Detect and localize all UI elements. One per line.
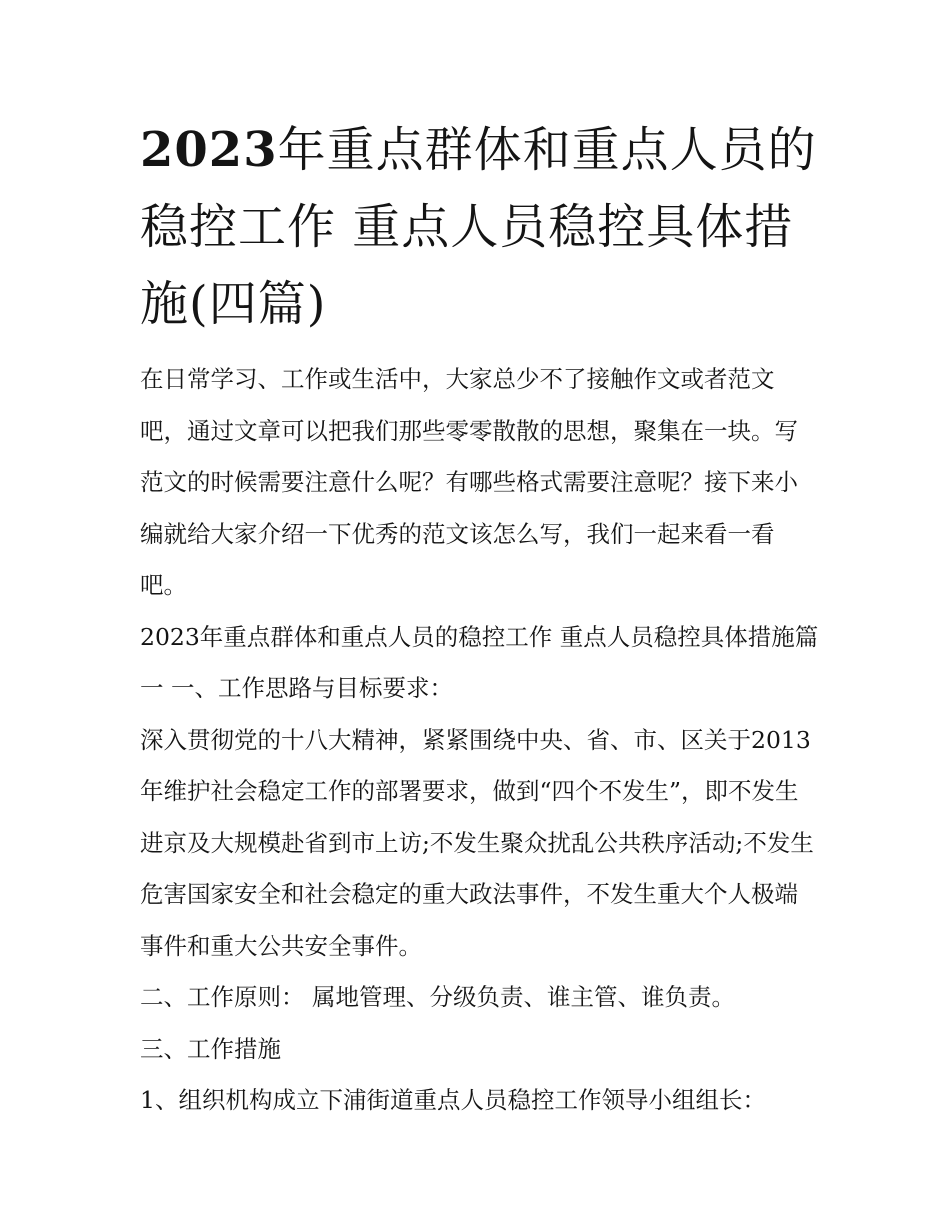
title-text: 年重点群体和重点人员的稳控工作 重点人员稳控具体措施(四篇) xyxy=(140,122,817,332)
intro-paragraph: 在日常学习、工作或生活中，大家总少不了接触作文或者范文吧，通过文章可以把我们那些零零散散的思想，聚集在一块。写范文的时候需要注意什么呢？有哪些格式需要注意呢？接下来小编就给大家介绍一下优秀的范文该怎么写，我们一起来看一看吧。 xyxy=(140,365,798,599)
organization-paragraph: 1、组织机构成立下浦街道重点人员稳控工作领导小组组长： xyxy=(140,1086,766,1114)
work-principles-paragraph: 二、工作原则： 属地管理、分级负责、谁主管、谁负责。 xyxy=(140,983,735,1011)
title-year: 2023 xyxy=(140,122,278,178)
document-title xyxy=(140,112,820,343)
work-measures-heading: 三、工作措施 xyxy=(140,1034,281,1063)
document-body xyxy=(140,354,820,1127)
section-heading-paragraph: 2023年重点群体和重点人员的稳控工作 重点人员稳控具体措施篇一 一、工作思路与目标要求： xyxy=(140,622,819,702)
guiding-principle-paragraph: 深入贯彻党的十八大精神，紧紧围绕中央、省、市、区关于2013年维护社会稳定工作的部署要求，做到“四个不发生”，即不发生进京及大规模赴省到市上访;不发生聚众扰乱公共秩序活动;不发生危害国家安全和社会稳定的重大政法事件，不发生重大个人极端事件和重大公共安全事件。 xyxy=(140,725,814,960)
